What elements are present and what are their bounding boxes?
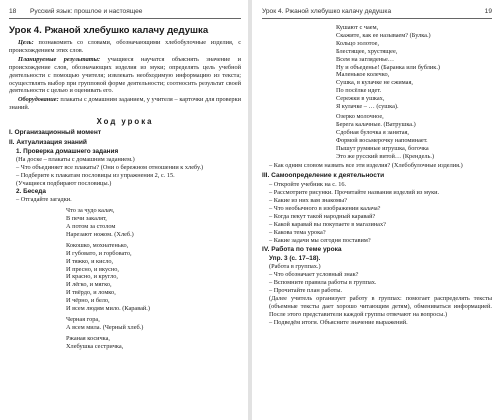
verse-line: Кушают с чаем, [336, 24, 379, 31]
text-line: – Какова тема урока? [269, 228, 326, 236]
verse-line: Это же русский витой… (Крендель.) [336, 152, 435, 160]
verse-line: Блестящее, хрустящее, [336, 47, 398, 55]
text-line: – Рассмотрите рисунки. Прочитайте названия изделий из муки. [269, 189, 440, 197]
verse-line: А потом за столом [66, 223, 116, 231]
goal-text: познакомить со словами, обозначающими хлебобулочные изделия, с происхождением этих слов. [9, 39, 241, 54]
verse-line: Сережки в ушках, [336, 95, 385, 103]
verse-line: Сдобная булочка я занятая, [336, 128, 409, 136]
verse-line: И тяжко, и кисло, [66, 257, 114, 265]
header-rule [9, 18, 241, 19]
right-running-title: Урок 4. Ржаной хлебушко калачу дедушка [262, 8, 392, 15]
verse-line: Хлебушка сестричка, [66, 342, 124, 350]
verse-line: И красно, и кругло, [66, 273, 118, 281]
left-running-title: Русский язык: прошлое и настоящее [30, 8, 143, 15]
verse-line: И всем людям мило. (Каравай.) [66, 305, 150, 313]
subsection-heading: 2. Беседа [16, 188, 46, 196]
text-line: – Подведём итоги. Объясните значение выражений. [269, 318, 408, 326]
verse-line: Пышут румяные игрушка, богочка [336, 144, 429, 152]
text-line: – Подберите к плакатам пословицы из упражнения 2, с. 15. [16, 171, 175, 179]
riddle-verse [66, 335, 241, 351]
equipment-paragraph [9, 96, 241, 112]
results-label: Планируемые результаты: [18, 55, 101, 63]
riddle-verse [336, 113, 492, 160]
verse-line: Ржаная косичка, [66, 334, 110, 342]
verse-line: Кольцо золотое, [336, 39, 380, 47]
verse-line: Озерко молочное, [336, 112, 384, 120]
right-page-number: 19 [484, 8, 492, 15]
riddle-verse [66, 207, 241, 239]
text-line: (Далее учитель организует работу в группах: помогает распределять тексты (объемные тексты дает хорошо читающим детям), обмениваться информацией. После этого представители каждой группы отвечают на вопросы.) [269, 294, 492, 318]
text-line: – Что обозначает условный знак? [269, 271, 359, 279]
section-heading: I. Организационный момент [9, 129, 102, 137]
equipment-label: Оборудование: [18, 96, 59, 104]
text-line: – Отгадайте загадки. [16, 196, 72, 204]
text-line: (Работа в группах.) [269, 263, 321, 271]
subsection-heading: 1. Проверка домашнего задания [16, 147, 119, 155]
verse-line: Черная гора, [66, 316, 100, 323]
verse-line: И пресно, и вкусно, [66, 265, 119, 273]
text-line: – Какой каравай вы покупаете в магазинах? [269, 220, 386, 228]
verse-line: И чёрно, и бело, [66, 297, 110, 305]
text-line: – Как одним словом назвать все эти изделия? (Хлебобулочные изделия.) [269, 162, 463, 170]
exercise-heading: Упр. 3 (с. 17–18). [269, 255, 321, 263]
text-line: – Что объединяет все плакаты? (Они о бережном отношении к хлебу.) [16, 163, 204, 171]
left-page-body [9, 24, 241, 354]
right-page-body [262, 24, 492, 327]
goal-paragraph [9, 39, 241, 55]
left-page-number: 18 [9, 8, 17, 15]
verse-line: Сушка, в кулачке не сжимая, [336, 79, 413, 87]
verse-line: А всем мила. (Черный хлеб.) [66, 323, 144, 331]
lesson-title: Урок 4. Ржаной хлебушко калачу дедушка [9, 25, 209, 36]
text-line: – Какие задачи мы сегодня поставим? [269, 236, 371, 244]
verse-line: Я кулачке – … (сушка). [336, 103, 399, 111]
text-line: (На доске – плакаты с домашним заданием.) [16, 155, 135, 163]
text-line: – Когда пекут такой народный каравай? [269, 212, 376, 220]
riddle-verse [66, 316, 241, 332]
section-heading: IV. Работа по теме урока [262, 246, 342, 254]
verse-line: Кокошко, мохнатенько, [66, 241, 129, 249]
verse-line: По посёлке идет. [336, 87, 382, 95]
text-line: – Вспомните правила работы в группах. [269, 279, 377, 287]
verse-line: И твёрдо, и ломко, [66, 289, 116, 297]
verse-line: Нарезают ножом. (Хлеб.) [66, 230, 134, 238]
text-line: (Учащиеся подбирают пословицы.) [16, 179, 112, 187]
results-paragraph [9, 56, 241, 96]
verse-line: В печи закалят, [66, 215, 107, 223]
equipment-text: плакаты с домашним заданием, у учителя – карточки для проверки знаний. [9, 96, 241, 112]
verse-line: Формой восьмерочку напоминает. [336, 136, 428, 144]
verse-line: Маленькое колечко, [336, 71, 390, 79]
verse-line: Скажите, как ее называем? (Булка.) [336, 31, 431, 39]
results-text: учащиеся научатся объяснять значение и происхождение слов, обозначающих изделия из муки; определять цель учебной деятельности с помощью учителя; извлекать необходимую информацию из текста; осуществлять выбор при групповой форме деятельности; соотносить результат своей деятельности с целью и оценивать его. [9, 55, 242, 95]
text-line: – Что необычного в изображении калача? [269, 204, 381, 212]
lesson-course-heading: Ход урока [96, 117, 154, 127]
text-line: – Откройте учебник на с. 16. [269, 181, 347, 189]
text-line: – Прочитайте план работы. [269, 287, 343, 294]
header-rule [262, 18, 492, 19]
goal-label: Цель: [18, 39, 34, 46]
verse-line: И губовато, и горбовато, [66, 249, 132, 257]
verse-line: И лёгко, и мягко, [66, 281, 112, 289]
verse-line: Всем на загляденье… [336, 55, 395, 63]
section-heading: III. Самоопределение к деятельности [262, 172, 385, 180]
text-line: – Какие из них вам знакомы? [269, 197, 348, 205]
riddle-verse [66, 242, 241, 313]
riddle-verse [336, 24, 492, 111]
left-page [0, 0, 248, 420]
right-page [252, 0, 500, 420]
verse-line: Берега калачные. (Ватрушка.) [336, 120, 416, 128]
verse-line: Ну и объеденье! (Баранка или бублик.) [336, 63, 441, 71]
section-heading: II. Актуализация знаний [9, 138, 87, 146]
verse-line: Что за чудо калач, [66, 207, 115, 215]
